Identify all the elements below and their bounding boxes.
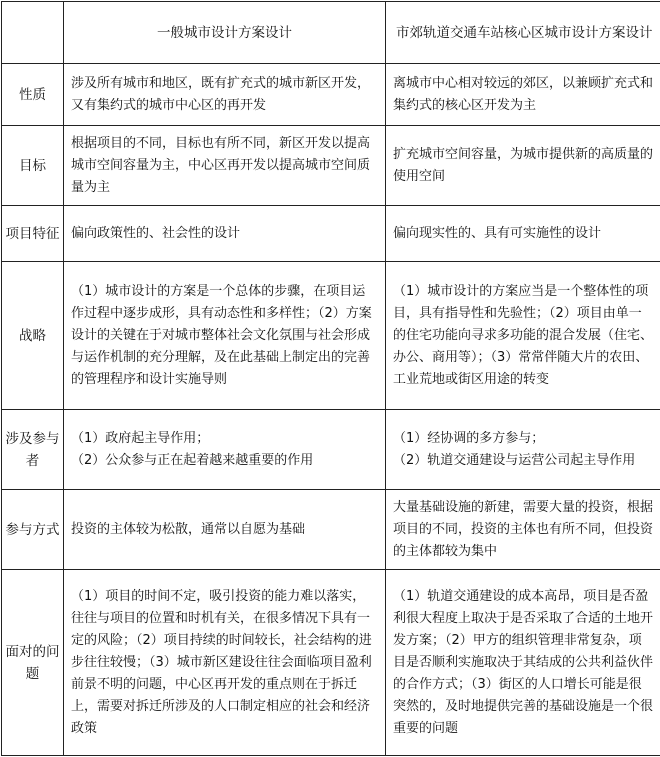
row-label-participation-mode: 参与方式 — [2, 490, 64, 570]
cell-rail-feature: 偏向现实性的、具有可实施性的设计 — [386, 206, 660, 262]
cell-rail-goal: 扩充城市空间容量，为城市提供新的高质量的使用空间 — [386, 126, 660, 206]
cell-general-participants — [64, 410, 386, 490]
corner-cell — [2, 2, 64, 64]
cell-rail-participation-mode: 大量基础设施的新建，需要大量的投资，根据项目的不同，投资的主体也有所不同，但投资的主体都较为集中 — [386, 490, 660, 570]
table-row — [2, 206, 660, 262]
list-item: （2）轨道交通建设与运营公司起主导作用 — [393, 450, 654, 472]
table-row — [2, 570, 660, 756]
cell-rail-nature: 离城市中心相对较远的郊区，以兼顾扩充式和集约式的核心区开发为主 — [386, 64, 660, 126]
row-label-problems: 面对的问题 — [2, 570, 64, 756]
header-rail-station-design: 市郊轨道交通车站核心区城市设计方案设计 — [386, 2, 660, 64]
cell-rail-participants — [386, 410, 660, 490]
table-row — [2, 490, 660, 570]
comparison-table — [1, 1, 660, 756]
list-item: （1）政府起主导作用； — [71, 428, 378, 450]
table-row — [2, 126, 660, 206]
list-item: （1）经协调的多方参与； — [393, 428, 654, 450]
cell-rail-strategy: （1）城市设计的方案应当是一个整体性的项目，具有指导性和先验性；（2）项目由单一的住宅功能向寻求多功能的混合发展（住宅、办公、商用等）；（3）常常伴随大片的农田、工业荒地或街区用途的转变 — [386, 262, 660, 410]
cell-general-nature: 涉及所有城市和地区，既有扩充式的城市新区开发，又有集约式的城市中心区的再开发 — [64, 64, 386, 126]
table-row — [2, 262, 660, 410]
row-label-feature: 项目特征 — [2, 206, 64, 262]
cell-general-goal: 根据项目的不同，目标也有所不同，新区开发以提高城市空间容量为主，中心区再开发以提高城市空间质量为主 — [64, 126, 386, 206]
cell-general-participation-mode: 投资的主体较为松散，通常以自愿为基础 — [64, 490, 386, 570]
cell-general-strategy: （1）城市设计的方案是一个总体的步骤，在项目运作过程中逐步成形，具有动态性和多样性；（2）方案设计的关键在于对城市整体社会文化氛围与社会形成与运作机制的充分理解，及在此基础上制定出的完善的管理程序和设计实施导则 — [64, 262, 386, 410]
cell-rail-problems: （1）轨道交通建设的成本高昂，项目是否盈利很大程度上取决于是否采取了合适的土地开发方案；（2）甲方的组织管理非常复杂，项目是否顺利实施取决于其结成的公共利益伙伴的合作方式；（3）街区的人口增长可能是很突然的，及时地提供完善的基础设施是一个很重要的问题 — [386, 570, 660, 756]
row-label-strategy: 战略 — [2, 262, 64, 410]
row-label-goal: 目标 — [2, 126, 64, 206]
cell-general-feature: 偏向政策性的、社会性的设计 — [64, 206, 386, 262]
header-general-design: 一般城市设计方案设计 — [64, 2, 386, 64]
cell-general-problems: （1）项目的时间不定，吸引投资的能力难以落实，往往与项目的位置和时机有关，在很多情况下具有一定的风险；（2）项目持续的时间较长，社会结构的进步往往较慢；（3）城市新区建设往往会面临项目盈利前景不明的问题，中心区再开发的重点则在于拆迁上，需要对拆迁所涉及的人口制定相应的社会和经济政策 — [64, 570, 386, 756]
table-row — [2, 410, 660, 490]
header-row — [2, 2, 660, 64]
row-label-nature: 性质 — [2, 64, 64, 126]
table-row — [2, 64, 660, 126]
row-label-participants: 涉及参与者 — [2, 410, 64, 490]
list-item: （2）公众参与正在起着越来越重要的作用 — [71, 450, 378, 472]
